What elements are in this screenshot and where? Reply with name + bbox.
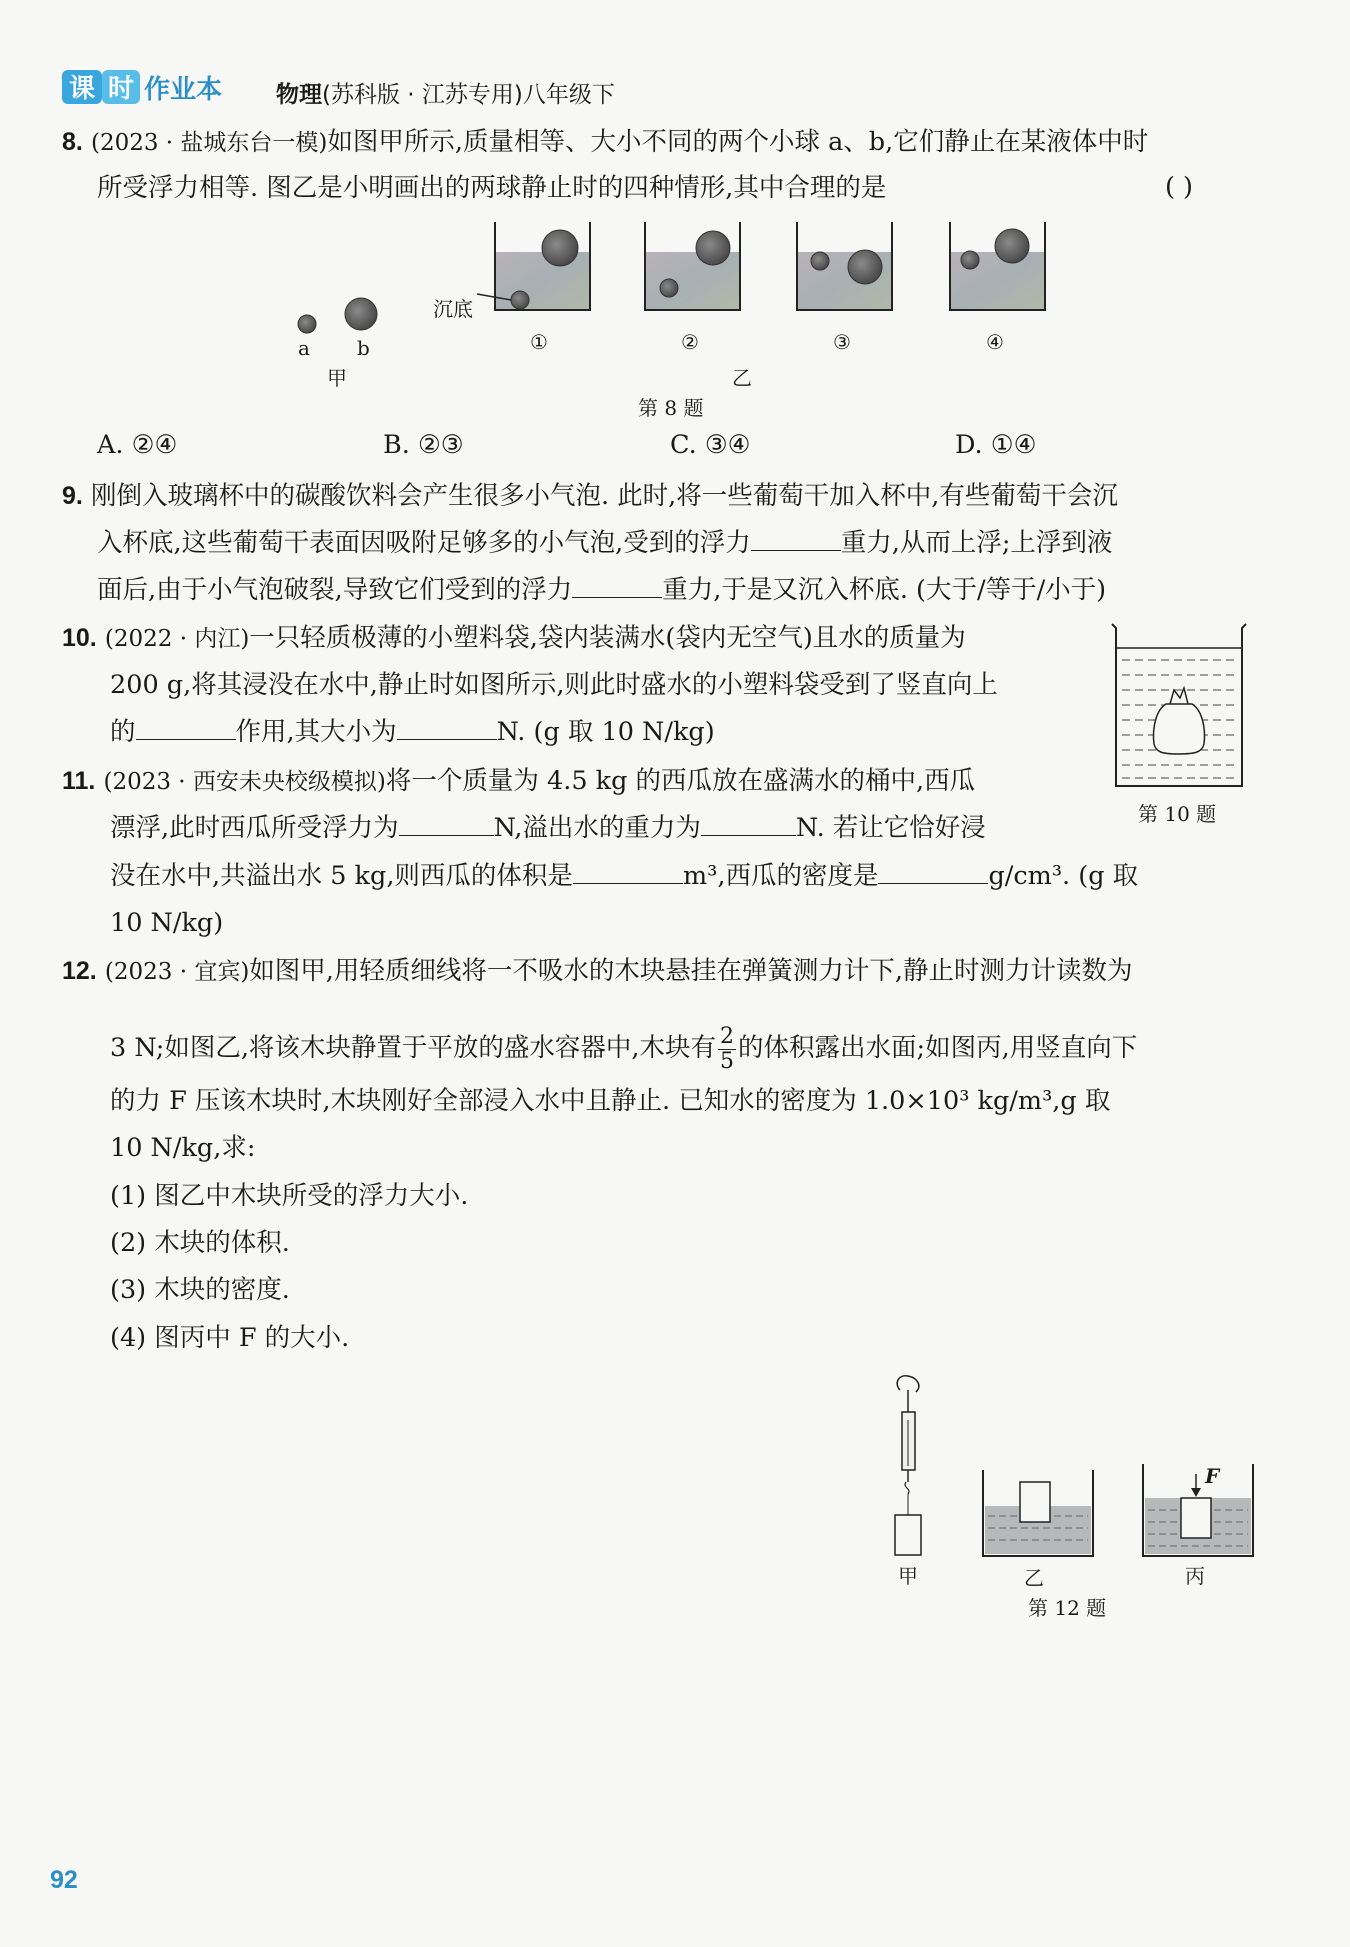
q8-option-c: C. ③④ <box>670 430 751 460</box>
q8-text2: 所受浮力相等. 图乙是小明画出的两球静止时的四种情形,其中合理的是 <box>97 173 887 203</box>
q12-sub-3: (3) 木块的密度. <box>110 1275 290 1305</box>
fraction-numerator: 2 <box>720 1023 735 1049</box>
q10-text2: 200 g,将其浸没在水中,静止时如图所示,则此时盛水的小塑料袋受到了竖直向上 <box>110 670 998 700</box>
q10-text1: 一只轻质极薄的小塑料袋,袋内装满水(袋内无空气)且水的质量为 <box>249 623 966 653</box>
q10-blank-2[interactable] <box>397 715 497 740</box>
q10-line1 <box>62 620 966 657</box>
q11-source: (2023 · 西安未央校级模拟) <box>103 769 386 795</box>
q12-label-jia: 甲 <box>898 1564 918 1588</box>
q10-number: 10. <box>62 624 97 652</box>
q12-number: 12. <box>62 957 97 985</box>
q11-text2c: N. 若让它恰好浸 <box>795 813 986 843</box>
fraction-denominator: 5 <box>720 1048 735 1074</box>
ball-b <box>345 298 377 330</box>
q10-text3c: N. (g 取 10 N/kg) <box>496 717 715 747</box>
q8-caption: 第 8 题 <box>638 396 704 420</box>
q8-label-b: b <box>357 336 370 360</box>
edition-text: (苏科版 · 江苏专用)八年级下 <box>322 82 615 108</box>
q11-text2b: N,溢出水的重力为 <box>493 813 701 843</box>
q12-figure <box>880 1370 1260 1585</box>
q9-blank-2[interactable] <box>572 573 662 598</box>
q10-text3b: 作用,其大小为 <box>235 717 397 747</box>
q9-text3a: 面后,由于小气泡破裂,导致它们受到的浮力 <box>97 575 573 605</box>
q11-line1 <box>62 763 975 800</box>
ball-a <box>298 315 316 333</box>
q11-line3 <box>110 858 1138 894</box>
q9-blank-1[interactable] <box>751 526 841 551</box>
series-logo <box>62 68 262 112</box>
q9-text1: 刚倒入玻璃杯中的碳酸饮料会产生很多小气泡. 此时,将一些葡萄干加入杯中,有些葡萄干会沉 <box>90 481 1118 511</box>
q11-text2a: 漂浮,此时西瓜所受浮力为 <box>110 813 399 843</box>
q12-text2b: 的体积露出水面;如图丙,用竖直向下 <box>738 1033 1138 1063</box>
cup-1 <box>477 222 590 310</box>
q11-text1: 将一个质量为 4.5 kg 的西瓜放在盛满水的桶中,西瓜 <box>385 766 976 796</box>
q12-sub-4: (4) 图丙中 F 的大小. <box>110 1323 350 1353</box>
cup-3 <box>797 222 892 310</box>
q8-answer-paren: ( ) <box>1165 172 1194 202</box>
q8-source: (2023 · 盐城东台一模) <box>90 130 328 156</box>
q8-label-sink: 沉底 <box>433 297 473 321</box>
q9-text3b: 重力,于是又沉入杯底. (大于/等于/小于) <box>662 575 1107 605</box>
q10-caption: 第 10 题 <box>1138 802 1217 826</box>
page-number: 92 <box>50 1866 78 1894</box>
q8-option-b: B. ②③ <box>383 430 464 460</box>
q8-option-a: A. ②④ <box>97 430 178 460</box>
container-bing <box>1143 1464 1253 1556</box>
q9-line3 <box>97 572 1106 608</box>
force-arrow-icon <box>1191 1488 1201 1497</box>
q12-text1: 如图甲,用轻质细线将一不吸水的木块悬挂在弹簧测力计下,静止时测力计读数为 <box>249 956 1133 986</box>
q10-figure <box>1108 620 1250 790</box>
q12-label-bing: 丙 <box>1185 1564 1205 1588</box>
q8-number: 8. <box>62 128 83 156</box>
q8-line1 <box>62 124 1148 161</box>
q9-text2b: 重力,从而上浮;上浮到液 <box>840 528 1113 558</box>
q9-line2 <box>97 525 1112 561</box>
q9-number: 9. <box>62 482 83 510</box>
book-title <box>276 76 615 109</box>
spring-scale-icon <box>895 1376 921 1555</box>
cup-3-label: ③ <box>833 330 851 354</box>
q8-figure <box>285 218 1065 418</box>
q12-source: (2023 · 宜宾) <box>104 959 250 985</box>
q11-text3a: 没在水中,共溢出水 5 kg,则西瓜的体积是 <box>110 861 573 891</box>
q10-source: (2022 · 内江) <box>104 626 250 652</box>
q10-text3a: 的 <box>110 717 136 747</box>
q8-label-a: a <box>298 336 310 360</box>
q12-sub-2: (2) 木块的体积. <box>110 1228 290 1258</box>
q11-line2 <box>110 810 986 846</box>
cup-2-label: ② <box>681 330 699 354</box>
q12-fraction <box>718 1025 736 1074</box>
q12-text2a: 3 N;如图乙,将该木块静置于平放的盛水容器中,木块有 <box>110 1033 717 1063</box>
q8-label-yi: 乙 <box>732 366 752 390</box>
q8-text1: 如图甲所示,质量相等、大小不同的两个小球 a、b,它们静止在某液体中时 <box>327 127 1149 157</box>
subject-name: 物理 <box>276 82 322 108</box>
q9-text2a: 入杯底,这些葡萄干表面因吸附足够多的小气泡,受到的浮力 <box>97 528 751 558</box>
q11-blank-2[interactable] <box>701 811 796 836</box>
q10-line3 <box>110 714 715 750</box>
q11-blank-4[interactable] <box>878 859 988 884</box>
q12-line1 <box>62 953 1133 990</box>
svg-text:时: 时 <box>107 74 135 104</box>
q11-text3c: g/cm³. (g 取 <box>988 861 1139 891</box>
cup-4 <box>950 222 1045 310</box>
q12-sub-1: (1) 图乙中木块所受的浮力大小. <box>110 1181 469 1211</box>
q12-text4: 10 N/kg,求: <box>110 1133 256 1163</box>
cup-2 <box>645 222 740 310</box>
q11-number: 11. <box>62 767 96 795</box>
q12-caption: 第 12 题 <box>1028 1596 1107 1620</box>
q11-blank-3[interactable] <box>573 859 683 884</box>
plastic-bag-icon <box>1154 704 1205 754</box>
q8-label-jia: 甲 <box>327 366 347 390</box>
q12-text3: 的力 F 压该木块时,木块刚好全部浸入水中且静止. 已知水的密度为 1.0×10³ kg/m³,g 取 <box>110 1086 1111 1116</box>
q11-text3b: m³,西瓜的密度是 <box>682 861 879 891</box>
q12-label-yi: 乙 <box>1024 1566 1044 1590</box>
cup-4-label: ④ <box>986 330 1004 354</box>
logo-badge-icon <box>62 68 262 108</box>
svg-text:作业本: 作业本 <box>144 75 223 105</box>
container-yi <box>983 1470 1093 1556</box>
q8-option-d: D. ①④ <box>955 430 1037 460</box>
q12-force-label: F <box>1205 1464 1220 1488</box>
cup-1-label: ① <box>530 330 548 354</box>
q9-line1 <box>62 478 1118 514</box>
q11-text4: 10 N/kg) <box>110 908 224 938</box>
q11-blank-1[interactable] <box>399 811 494 836</box>
svg-text:课: 课 <box>68 74 96 104</box>
q12-line2 <box>110 1018 1137 1078</box>
q10-blank-1[interactable] <box>136 715 236 740</box>
